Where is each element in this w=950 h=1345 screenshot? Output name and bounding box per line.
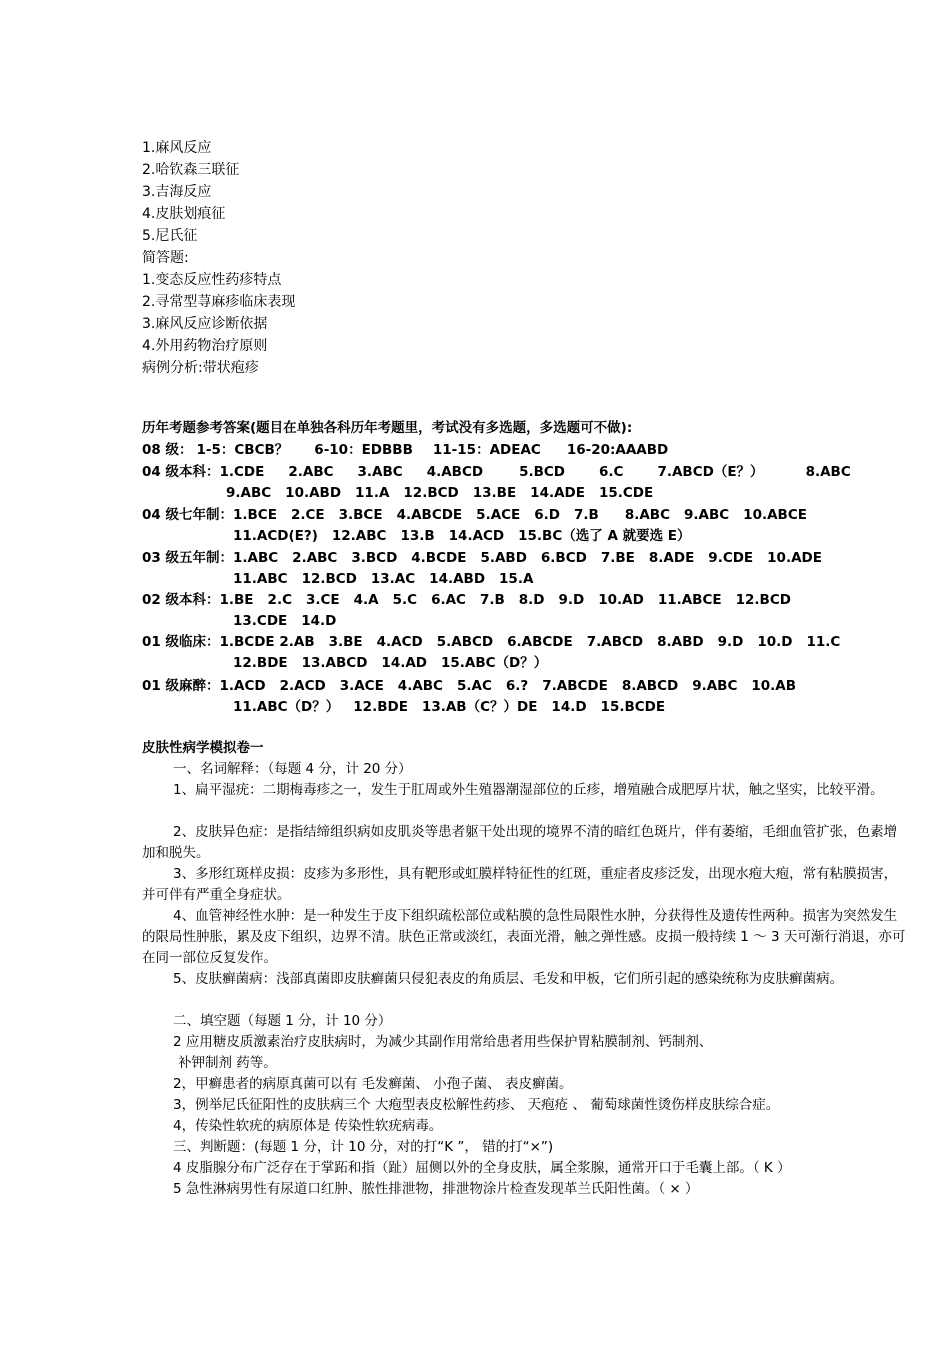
answer-item: 4.ABCDE: [396, 507, 463, 523]
definition-item: 4、血管神经性水肿：是一种发生于皮下组织疏松部位或粘膜的急性局限性水肿，分获得性及遗传性两种。损害为突然发生的限局性肿胀，累及皮下组织，边界不清。肤色正常或淡红，表面光滑，触之弹性感。皮损一般持续 1 ～ 3 天可渐行消退，亦可在同一部位反复发作。: [142, 908, 906, 966]
answer-item: 4.A: [353, 592, 379, 608]
short-answer-item: 4.外用药物治疗原则: [142, 338, 268, 354]
answer-item: 10.ABCE: [743, 507, 807, 523]
answer-item: 2.ABC: [292, 550, 338, 566]
answer-item: 6-10：EDBBB: [314, 442, 413, 458]
answer-item: 1.BE: [219, 592, 254, 608]
answer-item: 5.ABD: [480, 550, 527, 566]
answer-row-02-benke-cont: [233, 611, 336, 632]
answer-item: 8.ADE: [648, 550, 695, 566]
answer-item: 6.ABCDE: [507, 634, 573, 650]
case-analysis-line: 病例分析:带状疱疹: [142, 360, 259, 376]
answer-item: 5.ABCD: [436, 634, 494, 650]
answer-item: 9.ABC: [692, 678, 738, 694]
answer-item: 14.D: [301, 613, 337, 629]
fill-item: 补钾制剂 药等。: [178, 1055, 277, 1071]
answer-item: 3.ABC: [357, 464, 403, 480]
answer-label: 01 级临床：: [142, 634, 220, 650]
answer-item: 7.B: [574, 507, 599, 523]
section-heading: 三、判断题：(每题 1 分，计 10 分，对的打“K ”， 错的打“×”): [173, 1139, 554, 1155]
answer-item: 8.ABCD: [621, 678, 679, 694]
answer-row-03-wunian-cont: [233, 569, 533, 590]
answer-item: 13.B: [400, 528, 435, 544]
answer-item: 3.ACE: [339, 678, 384, 694]
answer-item: 12.BCD: [403, 485, 459, 501]
answer-row-01-mazui-cont: [233, 697, 665, 718]
answer-item: 6.C: [599, 464, 624, 480]
answer-label: 02 级本科：: [142, 592, 220, 608]
definition-item: 1、扁平湿疣：二期梅毒疹之一，发生于肛周或外生殖器潮湿部位的丘疹，增殖融合成肥厚片状，触之坚实，比较平滑。: [173, 782, 884, 798]
answer-item: 8.ABC: [805, 464, 851, 480]
answer-item: 7.B: [479, 592, 505, 608]
short-answer-item: 2.寻常型荨麻疹临床表现: [142, 294, 296, 310]
answer-item: 15.CDE: [598, 485, 654, 501]
answer-label: 04 级七年制：: [142, 507, 233, 523]
answer-item: 13.ABCD: [301, 655, 368, 671]
answer-row-01-linchuang: [142, 632, 840, 653]
answer-item: 8.ABC: [624, 507, 670, 523]
answer-item: 2.ABC: [288, 464, 334, 480]
answer-row-04-qinian: [142, 505, 807, 526]
answer-item: 6.D: [534, 507, 561, 523]
answer-item: 9.D: [558, 592, 585, 608]
answer-row-01-linchuang-cont: [233, 653, 547, 674]
answer-item: 3.BCE: [338, 507, 383, 523]
answer-item: 6.BCD: [540, 550, 587, 566]
answer-row-03-wunian: [142, 548, 822, 569]
answer-item: 7.BE: [600, 550, 635, 566]
judge-item: 5 急性淋病男性有尿道口红肿、脓性排泄物，排泄物涂片检查发现革兰氏阳性菌。（ × ）: [173, 1181, 699, 1197]
answer-item: 5.BCD: [519, 464, 566, 480]
short-answer-heading: 简答题:: [142, 250, 189, 266]
answer-item: 9.ABC: [226, 485, 272, 501]
answer-row-02-benke: [142, 590, 791, 611]
answer-row-08: [142, 440, 668, 461]
answer-item: 4.ABC: [397, 678, 443, 694]
answer-item: 12.BCD: [735, 592, 791, 608]
answer-item: 14.D: [551, 699, 587, 715]
answer-row-04-benke-cont: [226, 483, 653, 504]
definition-item: 3、多形红斑样皮损：皮疹为多形性，具有靶形或虹膜样特征性的红斑，重症者皮疹泛发，出现水疱大疱，常有粘膜损害，并可伴有严重全身症状。: [142, 866, 898, 903]
answer-item: 10.D: [757, 634, 793, 650]
answer-item: 15.ABC（D？）: [441, 655, 548, 671]
answer-item: 14.ADE: [530, 485, 585, 501]
answers-heading: 历年考题参考答案(题目在单独各科历年考题里，考试没有多选题，多选题可不做):: [142, 420, 633, 436]
term-item: 2.哈钦森三联征: [142, 162, 240, 178]
answer-item: 12.BDE: [233, 655, 288, 671]
answer-item: 1.ABC: [233, 550, 279, 566]
answer-item: 15.BC（选了 A 就要选 E）: [518, 528, 691, 544]
answer-item: 1.BCDE 2.AB: [219, 634, 315, 650]
section-heading: 二、填空题（每题 1 分，计 10 分）: [173, 1013, 392, 1029]
answer-item: 11.ABCE: [657, 592, 722, 608]
answer-row-01-mazui: [142, 676, 796, 697]
answer-item: 3.BE: [328, 634, 363, 650]
answer-item: 11-15：ADEAC: [432, 442, 541, 458]
answer-item: 1.ACD: [219, 678, 266, 694]
answer-item: 15.BCDE: [600, 699, 666, 715]
answer-item: 9.D: [717, 634, 744, 650]
exam-title: 皮肤性病学模拟卷一: [142, 740, 264, 756]
answer-label: 01 级麻醉：: [142, 678, 220, 694]
definition-item: 5、皮肤癣菌病：浅部真菌即皮肤癣菌只侵犯表皮的角质层、毛发和甲板，它们所引起的感染统称为皮肤癣菌病。: [173, 971, 844, 987]
answer-item: 14.AD: [381, 655, 427, 671]
answer-item: 9.ABC: [684, 507, 730, 523]
fill-item: 2 应用糖皮质激素治疗皮肤病时，为减少其副作用常给患者用些保护胃粘膜制剂、钙制剂、: [173, 1034, 713, 1050]
section-heading: 一、名词解释：（每题 4 分，计 20 分）: [173, 761, 412, 777]
fill-item: 2，甲癣患者的病原真菌可以有 毛发癣菌、 小孢子菌、 表皮癣菌。: [173, 1076, 573, 1092]
answer-item: 14.ABD: [429, 571, 486, 587]
answer-item: 10.AD: [598, 592, 644, 608]
answer-item: 16-20:AAABD: [566, 442, 669, 458]
answer-item: 10.ABD: [285, 485, 342, 501]
answer-item: 14.ACD: [448, 528, 505, 544]
answer-item: 10.AB: [751, 678, 797, 694]
answer-item: 2.C: [267, 592, 292, 608]
term-item: 1.麻风反应: [142, 140, 212, 156]
answer-row-04-benke: [142, 462, 851, 483]
answer-item: 15.A: [499, 571, 534, 587]
answer-label: 04 级本科：: [142, 464, 220, 480]
answer-item: 7.ABCD: [586, 634, 644, 650]
answer-item: 7.ABCD（E？）: [657, 464, 764, 480]
answer-item: 13.AB（C？）DE: [421, 699, 538, 715]
answer-item: 12.BCD: [301, 571, 357, 587]
answer-label: 08 级：: [142, 442, 193, 458]
term-item: 5.尼氏征: [142, 228, 198, 244]
answer-label: 03 级五年制：: [142, 550, 233, 566]
answer-item: 1-5：CBCB？: [196, 442, 289, 458]
answer-item: 4.ABCD: [426, 464, 484, 480]
answer-row-04-qinian-cont: [233, 526, 691, 547]
answer-item: 2.CE: [290, 507, 325, 523]
answer-item: 12.BDE: [353, 699, 408, 715]
answer-item: 3.CE: [305, 592, 340, 608]
answer-item: 2.ACD: [279, 678, 326, 694]
answer-item: 12.ABC: [331, 528, 387, 544]
answer-item: 5.ACE: [476, 507, 521, 523]
answer-item: 5.AC: [456, 678, 492, 694]
term-item: 3.吉海反应: [142, 184, 212, 200]
answer-item: 8.ABD: [657, 634, 704, 650]
answer-item: 6.AC: [431, 592, 466, 608]
answer-item: 9.CDE: [708, 550, 754, 566]
answer-item: 10.ADE: [767, 550, 822, 566]
answer-item: 1.CDE: [219, 464, 265, 480]
answer-item: 4.BCDE: [411, 550, 467, 566]
answer-item: 4.ACD: [376, 634, 423, 650]
short-answer-item: 1.变态反应性药疹特点: [142, 272, 282, 288]
fill-item: 3，例举尼氏征阳性的皮肤病三个 大疱型表皮松解性药疹、 天疱疮 、 葡萄球菌性烫伤样皮肤综合症。: [173, 1097, 780, 1113]
answer-item: 11.ABC（D？）: [233, 699, 340, 715]
short-answer-item: 3.麻风反应诊断依据: [142, 316, 268, 332]
answer-item: 7.ABCDE: [542, 678, 608, 694]
answer-item: 6.?: [505, 678, 529, 694]
answer-item: 11.ABC: [233, 571, 288, 587]
fill-item: 4，传染性软疣的病原体是 传染性软疣病毒。: [173, 1118, 443, 1134]
definition-item: 2、皮肤异色症：是指结缔组织病如皮肌炎等患者躯干处出现的境界不清的暗红色斑片，伴有萎缩，毛细血管扩张，色素增加和脱失。: [142, 824, 898, 861]
answer-item: 13.AC: [370, 571, 416, 587]
answer-item: 8.D: [518, 592, 545, 608]
answer-item: 11.A: [355, 485, 390, 501]
judge-item: 4 皮脂腺分布广泛存在于掌跖和指（趾）屈侧以外的全身皮肤，属全浆腺，通常开口于毛囊上部。（ K ）: [173, 1160, 791, 1176]
answer-item: 3.BCD: [351, 550, 398, 566]
answer-item: 1.BCE: [233, 507, 277, 523]
term-item: 4.皮肤划痕征: [142, 206, 226, 222]
answer-item: 11.C: [806, 634, 841, 650]
answer-item: 5.C: [392, 592, 418, 608]
answer-item: 13.CDE: [233, 613, 288, 629]
answer-item: 13.BE: [472, 485, 517, 501]
answer-item: 11.ACD(E?): [233, 528, 318, 544]
